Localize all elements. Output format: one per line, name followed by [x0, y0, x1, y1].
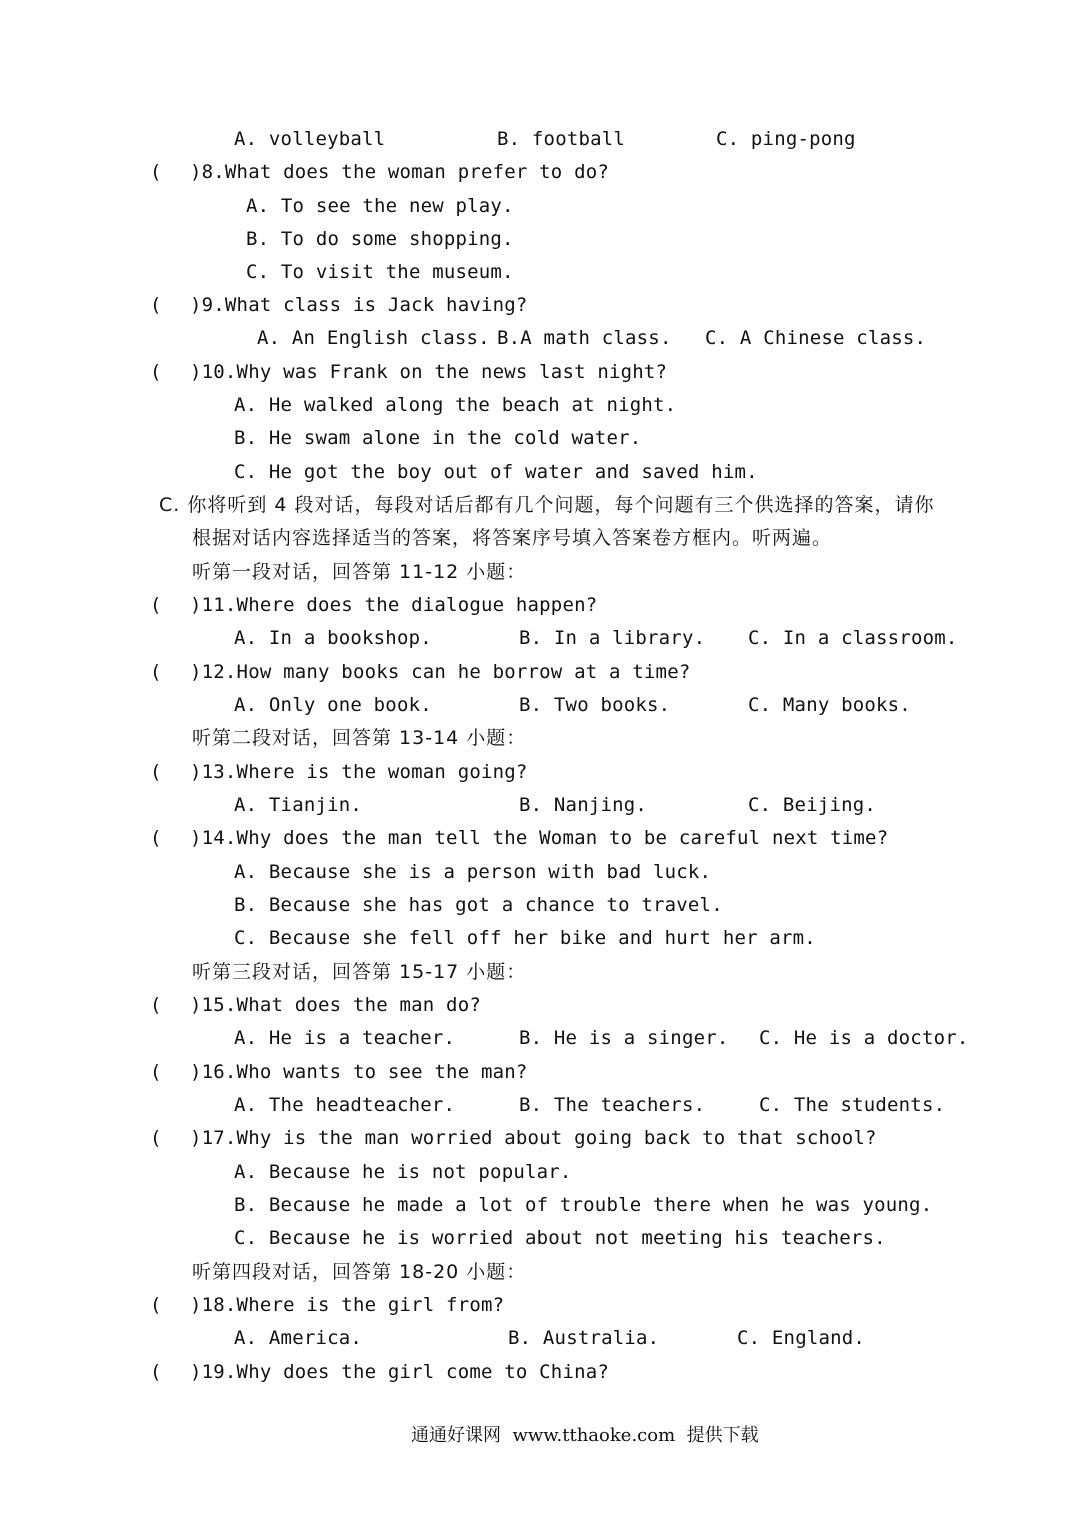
answer-paren: (: [150, 161, 162, 183]
option-q11-options-1: B. In a library.: [519, 627, 706, 649]
answer-paren: (: [150, 761, 162, 783]
line-dialog2: 听第二段对话，回答第 13-14 小题：: [192, 727, 527, 749]
question-q11: )11.Where does the dialogue happen?: [190, 594, 598, 616]
option-q9-options-2: C. A Chinese class.: [705, 327, 927, 349]
line-q10-c: C. He got the boy out of water and saved him.: [234, 461, 758, 483]
answer-paren: (: [150, 294, 162, 316]
option-q15-options-0: A. He is a teacher.: [234, 1027, 456, 1049]
option-q7-options-1: B. football: [497, 128, 626, 150]
answer-paren: (: [150, 1361, 162, 1383]
line-q8-c: C. To visit the museum.: [246, 261, 514, 283]
question-q8: )8.What does the woman prefer to do?: [190, 161, 610, 183]
option-q16-options-2: C. The students.: [759, 1094, 946, 1116]
option-q18-options-2: C. England.: [737, 1327, 866, 1349]
answer-paren: (: [150, 361, 162, 383]
question-q15: )15.What does the man do?: [190, 994, 481, 1016]
line-dialog3: 听第三段对话，回答第 15-17 小题：: [192, 961, 527, 983]
option-q12-options-0: A. Only one book.: [234, 694, 432, 716]
option-q9-options-0: A. An English class.: [257, 327, 490, 349]
answer-paren: (: [150, 661, 162, 683]
line-q14-b: B. Because she has got a chance to travel.: [234, 894, 723, 916]
line-dialog4: 听第四段对话，回答第 18-20 小题：: [192, 1261, 527, 1283]
question-q13: )13.Where is the woman going?: [190, 761, 528, 783]
option-q12-options-2: C. Many books.: [748, 694, 911, 716]
line-q8-b: B. To do some shopping.: [246, 228, 514, 250]
option-q13-options-1: B. Nanjing.: [519, 794, 648, 816]
line-q10-a: A. He walked along the beach at night.: [234, 394, 677, 416]
answer-paren: (: [150, 994, 162, 1016]
option-q18-options-1: B. Australia.: [508, 1327, 660, 1349]
line-q17-c: C. Because he is worried about not meeting his teachers.: [234, 1227, 886, 1249]
option-q15-options-1: B. He is a singer.: [519, 1027, 729, 1049]
question-q19: )19.Why does the girl come to China?: [190, 1361, 610, 1383]
option-q12-options-1: B. Two books.: [519, 694, 671, 716]
question-q16: )16.Who wants to see the man?: [190, 1061, 528, 1083]
answer-paren: (: [150, 827, 162, 849]
question-q18: )18.Where is the girl from?: [190, 1294, 505, 1316]
option-q16-options-0: A. The headteacher.: [234, 1094, 456, 1116]
option-q7-options-2: C. ping-pong: [716, 128, 856, 150]
option-q18-options-0: A. America.: [234, 1327, 363, 1349]
line-q17-a: A. Because he is not popular.: [234, 1161, 572, 1183]
question-q14: )14.Why does the man tell the Woman to be careful next time?: [190, 827, 889, 849]
answer-paren: (: [150, 1061, 162, 1083]
line-dialog1: 听第一段对话，回答第 11-12 小题：: [192, 561, 527, 583]
line-q10-b: B. He swam alone in the cold water.: [234, 427, 642, 449]
option-q15-options-2: C. He is a doctor.: [759, 1027, 969, 1049]
question-q17: )17.Why is the man worried about going back to that school?: [190, 1127, 877, 1149]
answer-paren: (: [150, 594, 162, 616]
answer-paren: (: [150, 1294, 162, 1316]
option-q7-options-0: A. volleyball: [234, 128, 386, 150]
option-q9-options-1: B.A math class.: [497, 327, 672, 349]
line-sectionC-1: C. 你将听到 4 段对话，每段对话后都有几个问题，每个问题有三个供选择的答案，请你: [159, 494, 935, 516]
line-q8-a: A. To see the new play.: [246, 195, 514, 217]
option-q11-options-0: A. In a bookshop.: [234, 627, 432, 649]
line-q14-a: A. Because she is a person with bad luck.: [234, 861, 712, 883]
option-q16-options-1: B. The teachers.: [519, 1094, 706, 1116]
answer-paren: (: [150, 1127, 162, 1149]
line-q14-c: C. Because she fell off her bike and hurt her arm.: [234, 927, 816, 949]
option-q11-options-2: C. In a classroom.: [748, 627, 958, 649]
question-q10: )10.Why was Frank on the news last night?: [190, 361, 668, 383]
option-q13-options-2: C. Beijing.: [748, 794, 877, 816]
option-q13-options-0: A. Tianjin.: [234, 794, 363, 816]
page-footer: 通通好课网 www.tthaoke.com 提供下载: [411, 1425, 759, 1446]
question-q12: )12.How many books can he borrow at a time?: [190, 661, 691, 683]
line-q17-b: B. Because he made a lot of trouble there when he was young.: [234, 1194, 933, 1216]
question-q9: )9.What class is Jack having?: [190, 294, 528, 316]
line-sectionC-2: 根据对话内容选择适当的答案，将答案序号填入答案卷方框内。听两遍。: [192, 527, 833, 549]
